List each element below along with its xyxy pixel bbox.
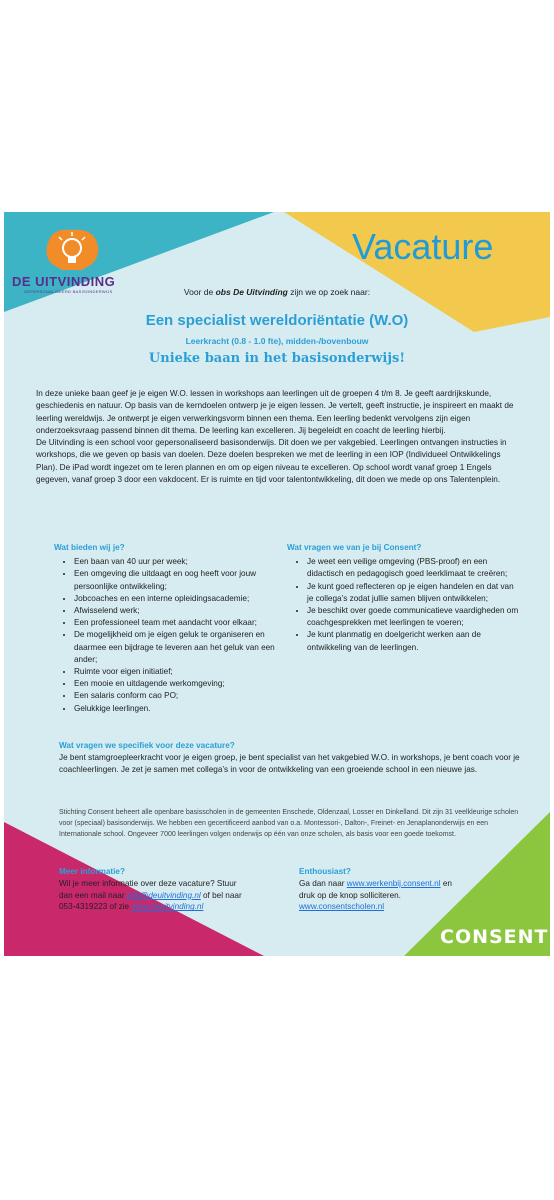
offer-section	[54, 542, 282, 715]
offer-item: • Een salaris conform cao PO;	[74, 690, 282, 702]
offer-item: • Een baan van 40 uur per week;	[74, 556, 282, 568]
offer-item: • Een omgeving die uitdaagt en oog heeft voor jouw persoonlijke ontwikkeling;	[74, 568, 282, 592]
consent-description: Stichting Consent beheert alle openbare basisscholen in de gemeenten Enschede, Oldenzaal, Losser en Dinkelland. Dit zijn 31 veelkleurige scholen voor (speciaal) basisonderwijs. We hebben een gecertificeerd aanbod van o.a. Montessori-, Dalton-, Freinet- en Jenaplanonderwijs en een Internationale school. Ongeveer 7000 leerlingen volgen onderwijs op één van onze scholen, als basis voor een goede toekomst.	[59, 809, 519, 838]
enthusiast-line-2: druk op de knop solliciteren.	[299, 890, 401, 900]
enthusiast-line-3	[299, 901, 519, 913]
school-logo	[4, 222, 144, 294]
job-slogan: Unieke baan in het basisonderwijs!	[148, 351, 406, 366]
logo-name: DE UITVINDING	[12, 274, 116, 289]
ask-list	[287, 556, 519, 654]
description-paragraph-1: In deze unieke baan geef je je eigen W.O. lessen in workshops aan leerlingen uit de groepen 4 t/m 8. Je geeft aardrijkskunde, geschiedenis en natuur. Op basis van de kerndoelen ontwerp je je eigen lessen. Je vertelt, geeft instructie, je inspireert en maakt de leerling wereldwijs. Je ontwerpt je eigen verwerkingsvorm binnen een thema. Een leerling bedenkt vervolgens zijn eigen onderzoeksvraag passend binnen dit thema. De leerling kan excelleren. Jij begeleidt en coacht de leerling hierbij.	[36, 389, 514, 435]
ask-item: • Je kunt goed reflecteren op je eigen handelen en dat van je collega’s zodat jullie samen blijven ontwikkelen;	[307, 581, 519, 605]
specific-heading: Wat vragen we specifiek voor deze vacature?	[59, 741, 235, 750]
job-subtitle: Leerkracht (0.8 - 1.0 fte), midden-/bovenbouw	[185, 336, 369, 346]
intro-after: zijn we op zoek naar:	[287, 287, 371, 297]
consentscholen-link[interactable]: www.consentscholen.nl	[299, 902, 385, 912]
school-website-link[interactable]: www.deuitvinding.nl	[131, 902, 204, 912]
more-info-line-2	[59, 890, 289, 902]
vacancy-flyer	[4, 212, 550, 956]
more-info-phone-prefix: of bel naar	[200, 890, 242, 900]
enthusiast-prefix: Ga dan naar	[299, 878, 347, 888]
enthusiast-line-1	[299, 878, 519, 890]
enthusiast-suffix: en	[440, 878, 452, 888]
ask-item: • Je kunt planmatig en doelgericht werken aan de ontwikkeling van de leerlingen.	[307, 629, 519, 653]
offer-heading: Wat bieden wij je?	[54, 543, 125, 552]
page-title: Vacature	[352, 226, 494, 267]
enthusiast-section	[299, 866, 519, 913]
offer-item: • Een mooie en uitdagende werkomgeving;	[74, 678, 282, 690]
intro-before: Voor de	[183, 287, 216, 297]
offer-list	[54, 556, 282, 715]
description-paragraph-2: De Uitvinding is een school voor gepersonaliseerd basisonderwijs. Dit doen we per vakgebied. Leerlingen ontvangen instructies in workshops, die we geven op basis van doelen. Deze doelen bespreken we met de leerling in een IOP (Individueel Ontwikkelings Plan). De iPad wordt ingezet om te leren plannen en om op eigen niveau te excelleren. Op school wordt vanaf groep 1 Engels gegeven, vanaf groep 3 door een vakdocent. Er is ruimte en tijd voor talentontwikkeling, dit doen we mede op ons Talentenplein.	[36, 438, 507, 485]
more-info-line-3	[59, 901, 289, 913]
more-info-mail-prefix: dan een mail naar	[59, 890, 127, 900]
offer-item: • De mogelijkheid om je eigen geluk te organiseren en daarmee een bijdrage te leveren aan het geluk van een ander;	[74, 629, 282, 666]
logo-subtitle: GEPERSONALISEERD BASISONDERWIJS	[24, 289, 113, 294]
offer-item: • Ruimte voor eigen initiatief;	[74, 666, 282, 678]
offer-item: • Een professioneel team met aandacht voor elkaar;	[74, 617, 282, 629]
specific-section	[59, 740, 529, 777]
lightbulb-icon	[42, 228, 102, 274]
offer-item: • Gelukkige leerlingen.	[74, 703, 282, 715]
more-info-line-1: Wil je meer informatie over deze vacature? Stuur	[59, 878, 237, 888]
intro-line	[4, 287, 550, 297]
job-description	[36, 388, 524, 486]
email-link[interactable]: info@deuitvinding.nl	[126, 890, 201, 900]
intro-school: obs De Uitvinding	[215, 287, 288, 297]
ask-heading: Wat vragen we van je bij Consent?	[287, 543, 422, 552]
more-info-heading: Meer informatie?	[59, 867, 125, 876]
offer-item: • Jobcoaches en een interne opleidingsacademie;	[74, 593, 282, 605]
enthusiast-heading: Enthousiast?	[299, 867, 351, 876]
ask-item: • Je beschikt over goede communicatieve vaardigheden om coachgesprekken met leerlingen te voeren;	[307, 605, 519, 629]
ask-item: • Je weet een veilige omgeving (PBS-proof) en een didactisch en pedagogisch goed leerklimaat te creëren;	[307, 556, 519, 580]
offer-item: • Afwisselend werk;	[74, 605, 282, 617]
ask-section	[287, 542, 519, 654]
job-title: Een specialist wereldoriëntatie (W.O)	[145, 312, 409, 329]
werkenbij-link[interactable]: www.werkenbij.consent.nl	[346, 878, 441, 888]
consent-logo: CONSENT	[440, 926, 549, 948]
specific-text: Je bent stamgroepleerkracht voor je eigen groep, je bent specialist van het vakgebied W.O. in workshops, je bent coach voor je coachleerlingen. Je zet je samen met collega’s in voor de ontwikkeling van een groeiende school in een nieuwe jas.	[59, 753, 520, 775]
more-info-section	[59, 866, 289, 913]
more-info-phone: 053-4319223 of zie	[59, 902, 132, 912]
